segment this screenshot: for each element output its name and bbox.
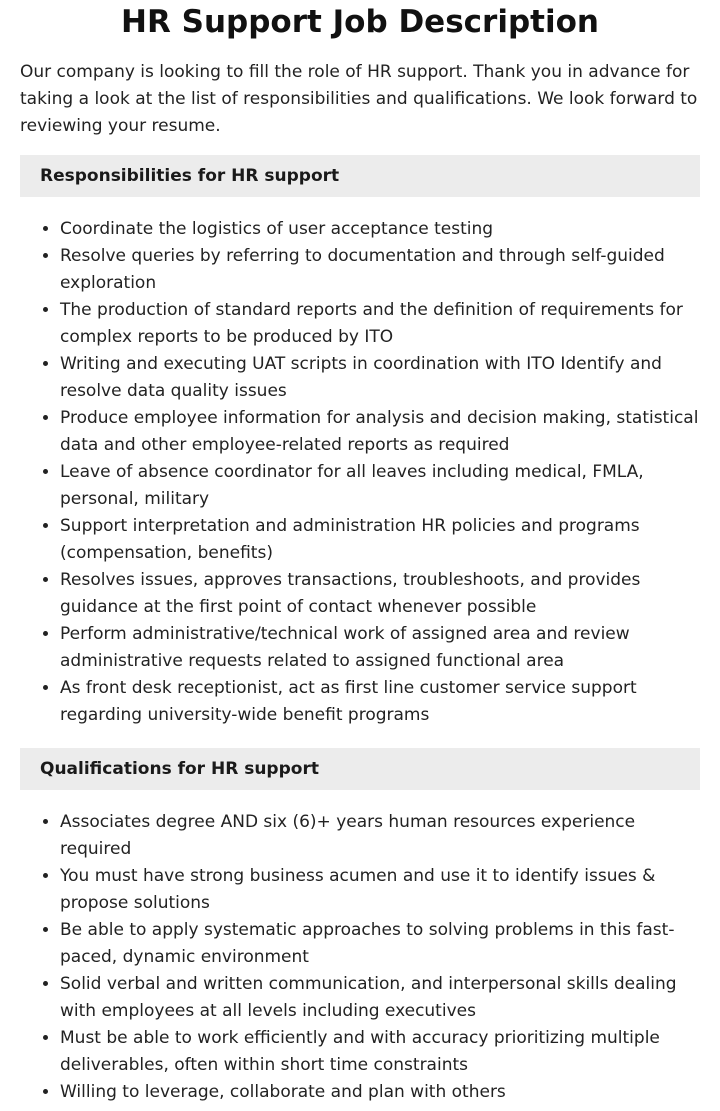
qualification-item: • You must have strong business acumen and use it to identify issues & propose solutions (60, 863, 700, 917)
qualification-item: • Must be able to work efficiently and with accuracy prioritizing multiple deliverables, often within short time constraints (60, 1025, 700, 1079)
responsibility-item: • Resolves issues, approves transactions, troubleshoots, and provides guidance at the first point of contact whenever possible (60, 567, 700, 621)
qualification-item: • Solid verbal and written communication, and interpersonal skills dealing with employees at all levels including executives (60, 971, 700, 1025)
responsibilities-list (20, 216, 700, 729)
responsibility-item: • Leave of absence coordinator for all leaves including medical, FMLA, personal, military (60, 459, 700, 513)
responsibility-item: • Support interpretation and administration HR policies and programs (compensation, benefits) (60, 513, 700, 567)
responsibility-item: • Coordinate the logistics of user acceptance testing (60, 216, 700, 243)
qualification-item: • Willing to leverage, collaborate and plan with others (60, 1079, 700, 1106)
page-title: HR Support Job Description (121, 4, 599, 40)
qualifications-list (20, 809, 700, 1106)
intro-paragraph: Our company is looking to fill the role of HR support. Thank you in advance for taking a look at the list of responsibilities and qualifications. We look forward to reviewing your resume. (20, 62, 698, 136)
qualification-item: • Associates degree AND six (6)+ years human resources experience required (60, 809, 700, 863)
responsibility-item: • Perform administrative/technical work of assigned area and review administrative requests related to assigned functional area (60, 621, 700, 675)
responsibility-item: • The production of standard reports and the definition of requirements for complex reports to be produced by ITO (60, 297, 700, 351)
qualifications-heading: Qualifications for HR support (20, 748, 700, 790)
responsibility-item: • Resolve queries by referring to documentation and through self-guided exploration (60, 243, 700, 297)
responsibility-item: • Produce employee information for analysis and decision making, statistical data and other employee-related reports as required (60, 405, 700, 459)
responsibility-item: • As front desk receptionist, act as first line customer service support regarding university-wide benefit programs (60, 675, 700, 729)
qualification-item: • Be able to apply systematic approaches to solving problems in this fast-paced, dynamic environment (60, 917, 700, 971)
responsibilities-heading: Responsibilities for HR support (20, 155, 700, 197)
responsibility-item: • Writing and executing UAT scripts in coordination with ITO Identify and resolve data quality issues (60, 351, 700, 405)
